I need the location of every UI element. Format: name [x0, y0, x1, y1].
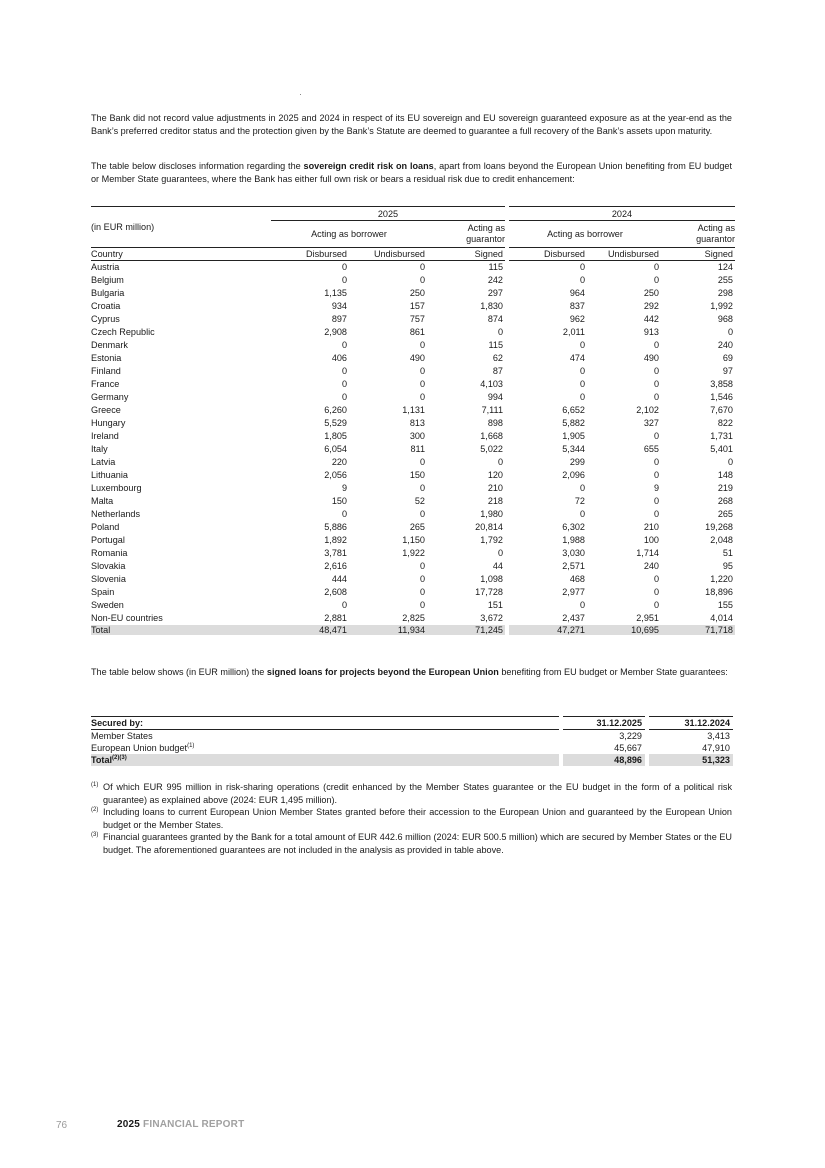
value-cell: 406 [331, 353, 347, 363]
borrower-header-2024: Acting as borrower [547, 229, 623, 239]
value-cell: 218 [487, 496, 503, 506]
value-cell: 0 [419, 262, 425, 272]
footnote-mark: (2) [91, 807, 99, 813]
country-cell: Belgium [91, 275, 124, 285]
date-2025-header: 31.12.2025 [563, 717, 645, 730]
footnote-text: Financial guarantees granted by the Bank for a total amount of EUR 442.6 million (2024: EUR 500.5 million) which are secured by Member States or the EU budget. The aforementioned guarantees are not included in the analysis as provided in table above. [103, 832, 732, 855]
value-cell: 0 [579, 392, 585, 402]
value-cell: 0 [653, 470, 659, 480]
value-cell: 240 [717, 340, 733, 350]
value-cell: 1,980 [480, 509, 503, 519]
value-cell: 655 [643, 444, 659, 454]
total-cell: 71,245 [427, 625, 505, 635]
country-cell: Austria [91, 262, 120, 272]
table-row [91, 443, 735, 456]
footnote [91, 831, 732, 856]
value-cell: 219 [717, 483, 733, 493]
value-cell: 0 [579, 379, 585, 389]
value-cell: 1,830 [480, 301, 503, 311]
value-cell: 0 [579, 483, 585, 493]
value-cell: 62 [492, 353, 503, 363]
value-cell: 0 [653, 600, 659, 610]
value-cell: 1,714 [636, 548, 659, 558]
value-cell: 2,096 [562, 470, 585, 480]
value-cell: 124 [717, 262, 733, 272]
country-cell: Denmark [91, 340, 128, 350]
value-cell: 17,728 [475, 587, 503, 597]
value-cell: 0 [341, 275, 347, 285]
col-disbursed-2025: Disbursed [271, 248, 349, 261]
value-cell: 1,135 [324, 288, 347, 298]
country-cell: Latvia [91, 457, 116, 467]
value-cell: 757 [409, 314, 425, 324]
value-cell: 2,102 [636, 405, 659, 415]
value-cell: 1,546 [710, 392, 733, 402]
table2-total-label: Total$^{(2)(3)}$ [91, 754, 559, 766]
value-cell: 1,731 [710, 431, 733, 441]
table2-header-row [91, 717, 733, 730]
date-2024-header: 31.12.2024 [649, 717, 733, 730]
total-cell: 11,934 [349, 625, 427, 635]
value-cell: 210 [487, 483, 503, 493]
value-cell: 0 [579, 509, 585, 519]
table-row [91, 521, 735, 534]
value-cell: 0 [579, 275, 585, 285]
table-row [91, 469, 735, 482]
col-signed-2025: Signed [427, 248, 505, 261]
table-row [91, 430, 735, 443]
country-cell: Greece [91, 405, 121, 415]
value-cell: 0 [653, 574, 659, 584]
value-cell: 0 [579, 340, 585, 350]
country-cell: Luxembourg [91, 483, 142, 493]
country-cell: Poland [91, 522, 120, 532]
value-cell: 0 [653, 379, 659, 389]
value-cell: 0 [497, 327, 503, 337]
guarantor-header-2024: Acting as guarantor [696, 223, 735, 244]
value-cell: 0 [727, 327, 733, 337]
secured-by-header: Secured by: [91, 717, 559, 730]
borrower-header-2025: Acting as borrower [311, 229, 387, 239]
value-cell: 97 [722, 366, 733, 376]
value-cell: 1,905 [562, 431, 585, 441]
value-cell: 4,103 [480, 379, 503, 389]
value-cell: 0 [653, 392, 659, 402]
value-cell: 468 [569, 574, 585, 584]
year-2025-label: 2025 [271, 207, 505, 221]
footnote-text: Of which EUR 995 million in risk-sharing operations (credit enhanced by the Member States guarantee or the EU budget in the form of a political risk guarantee) as explained above (2024: EUR 1,495 million). [103, 782, 732, 805]
country-cell: Slovakia [91, 561, 126, 571]
table-row [91, 573, 735, 586]
value-cell: 874 [487, 314, 503, 324]
value-cell: 5,529 [324, 418, 347, 428]
country-cell: Ireland [91, 431, 119, 441]
table-row [91, 547, 735, 560]
footnote [91, 806, 732, 831]
col-disbursed-2024: Disbursed [509, 248, 587, 261]
col-undisbursed-2024: Undisbursed [587, 248, 661, 261]
value-cell: 0 [341, 340, 347, 350]
value-cell: 0 [653, 587, 659, 597]
year-2024-label: 2024 [509, 207, 735, 221]
table-row [91, 313, 735, 326]
country-cell: Sweden [91, 600, 124, 610]
value-cell: 0 [727, 457, 733, 467]
value-cell: 2,616 [324, 561, 347, 571]
value-cell: 298 [717, 288, 733, 298]
value-cell: 474 [569, 353, 585, 363]
value-cell: 1,892 [324, 535, 347, 545]
value-cell: 0 [419, 600, 425, 610]
value-cell: 297 [487, 288, 503, 298]
value-cell: 9 [653, 483, 659, 493]
value-cell: 0 [419, 483, 425, 493]
value-cell: 0 [497, 548, 503, 558]
value-cell: 968 [717, 314, 733, 324]
value-cell: 292 [643, 301, 659, 311]
value-cell: 0 [653, 366, 659, 376]
table-row [91, 300, 735, 313]
value-cell: 268 [717, 496, 733, 506]
col-country: Country [91, 248, 271, 261]
value-cell: 0 [341, 379, 347, 389]
value-cell: 0 [497, 457, 503, 467]
value-cell: 0 [341, 366, 347, 376]
value-cell: 155 [717, 600, 733, 610]
footnote-mark: (3) [91, 832, 99, 838]
value-cell: 0 [419, 275, 425, 285]
value-cell: 19,268 [705, 522, 733, 532]
table-row [91, 495, 735, 508]
value-cell: 0 [341, 392, 347, 402]
total-cell: 47,271 [509, 625, 587, 635]
value-cell: 897 [331, 314, 347, 324]
p3-text-before: The table below shows (in EUR million) the [91, 667, 267, 677]
value-cell: 3,030 [562, 548, 585, 558]
value-cell: 0 [419, 379, 425, 389]
table-row [91, 391, 735, 404]
table2-total-row [91, 754, 733, 766]
value-cell: 444 [331, 574, 347, 584]
table-row [91, 560, 735, 573]
value-cell: 51 [722, 548, 733, 558]
value-cell: 3,858 [710, 379, 733, 389]
value-cell: 20,814 [475, 522, 503, 532]
table-row [91, 365, 735, 378]
value-cell: 115 [488, 340, 503, 350]
value-cell: 1,668 [480, 431, 503, 441]
country-cell: Portugal [91, 535, 125, 545]
value-cell: 861 [409, 327, 425, 337]
table-row [91, 599, 735, 612]
country-cell: Italy [91, 444, 108, 454]
value-cell: 18,896 [705, 587, 733, 597]
footnote-mark: (1) [91, 782, 99, 788]
value-cell: 0 [341, 600, 347, 610]
value-cell: 265 [717, 509, 733, 519]
value-cell: 0 [579, 262, 585, 272]
p3-text-after: benefiting from EU budget or Member State guarantees: [498, 667, 728, 677]
value-cell: 6,302 [562, 522, 585, 532]
value-cell: 157 [409, 301, 425, 311]
value-cell: 2,951 [636, 613, 659, 623]
value-cell: 0 [419, 366, 425, 376]
signed-loans-table [91, 716, 733, 766]
value-cell: 0 [341, 262, 347, 272]
value-cell: 5,022 [480, 444, 503, 454]
table-row [91, 274, 735, 287]
total-cell: 71,718 [661, 625, 735, 635]
footnote [91, 781, 732, 806]
value-cell: 300 [409, 431, 425, 441]
unit-label: (in EUR million) [91, 207, 271, 248]
value-cell: 6,260 [324, 405, 347, 415]
value-cell: 250 [643, 288, 659, 298]
value-cell: 442 [643, 314, 659, 324]
table-row [91, 456, 735, 469]
value-cell: 7,670 [710, 405, 733, 415]
value-cell: 242 [487, 275, 503, 285]
value-cell: 2,571 [562, 561, 585, 571]
value-cell: 3,229 [619, 731, 642, 741]
column-header-row [91, 248, 735, 261]
value-cell: 69 [722, 353, 733, 363]
table-row [91, 352, 735, 365]
value-cell: 898 [487, 418, 503, 428]
secured-by-label: European Union budget$^{(1)}$ [91, 743, 195, 753]
value-cell: 72 [574, 496, 585, 506]
table-row [91, 612, 735, 625]
value-cell: 1,992 [710, 301, 733, 311]
value-cell: 2,056 [324, 470, 347, 480]
table-row [91, 261, 735, 275]
table-row [91, 417, 735, 430]
table-row [91, 482, 735, 495]
value-cell: 1,805 [324, 431, 347, 441]
country-cell: Romania [91, 548, 128, 558]
total-cell: 48,471 [271, 625, 349, 635]
value-cell: 5,344 [562, 444, 585, 454]
value-cell: 0 [653, 509, 659, 519]
value-cell: 0 [419, 340, 425, 350]
value-cell: 0 [579, 366, 585, 376]
page-number: 76 [56, 1120, 68, 1131]
country-cell: Spain [91, 587, 115, 597]
value-cell: 964 [569, 288, 585, 298]
value-cell: 2,608 [324, 587, 347, 597]
value-cell: 0 [419, 574, 425, 584]
country-cell: Estonia [91, 353, 122, 363]
value-cell: 47,910 [702, 743, 730, 753]
sovereign-credit-risk-table [91, 206, 735, 635]
secured-by-label: Member States [91, 731, 153, 741]
country-cell: Croatia [91, 301, 121, 311]
country-cell: Slovenia [91, 574, 126, 584]
value-cell: 6,652 [562, 405, 585, 415]
value-cell: 837 [569, 301, 585, 311]
value-cell: 0 [653, 275, 659, 285]
table-row [91, 287, 735, 300]
value-cell: 0 [419, 457, 425, 467]
country-cell: Malta [91, 496, 114, 506]
value-cell: 1,150 [402, 535, 425, 545]
value-cell: 0 [653, 496, 659, 506]
value-cell: 255 [717, 275, 733, 285]
value-cell: 150 [409, 470, 425, 480]
col-undisbursed-2025: Undisbursed [349, 248, 427, 261]
table-row [91, 404, 735, 417]
guarantor-header-2025: Acting as guarantor [466, 223, 505, 244]
value-cell: 2,977 [562, 587, 585, 597]
value-cell: 44 [492, 561, 503, 571]
footer-label: FINANCIAL REPORT [143, 1119, 245, 1130]
value-cell: 1,098 [480, 574, 503, 584]
value-cell: 87 [492, 366, 503, 376]
value-cell: 0 [653, 431, 659, 441]
value-cell: 490 [643, 353, 659, 363]
value-cell: 913 [643, 327, 659, 337]
value-cell: 0 [419, 509, 425, 519]
value-cell: 210 [643, 522, 659, 532]
value-cell: 2,011 [562, 327, 585, 337]
total-row [91, 625, 735, 635]
footnote-text: Including loans to current European Union Member States granted before their accession to the European Union and guaranteed by the European Union budget or the Member States. [103, 807, 732, 830]
value-cell: 5,401 [710, 444, 733, 454]
value-cell: 1,988 [562, 535, 585, 545]
value-cell: 2,881 [324, 613, 347, 623]
value-cell: 994 [487, 392, 503, 402]
p2-text-after: , apart from loans beyond the European Union benefiting from EU budget or Member State guarantees, where the Bank has either full own risk or bears a residual risk due to credit enhancement: [91, 161, 732, 184]
country-cell: Finland [91, 366, 121, 376]
total-label: Total [91, 625, 271, 635]
value-cell: 0 [653, 262, 659, 272]
country-cell: Hungary [91, 418, 126, 428]
value-cell: 3,672 [480, 613, 503, 623]
value-cell: 115 [488, 262, 503, 272]
table-row [91, 508, 735, 521]
value-cell: 0 [419, 392, 425, 402]
stray-dot [300, 94, 301, 95]
value-cell: 934 [331, 301, 347, 311]
value-cell: 151 [487, 600, 503, 610]
value-cell: 962 [569, 314, 585, 324]
p3-text-bold: signed loans for projects beyond the European Union [266, 667, 499, 677]
country-cell: Netherlands [91, 509, 141, 519]
value-cell: 240 [643, 561, 659, 571]
value-cell: 6,054 [324, 444, 347, 454]
value-cell: 9 [341, 483, 347, 493]
total-cell: 10,695 [587, 625, 661, 635]
value-cell: 490 [409, 353, 425, 363]
table-row [91, 730, 733, 743]
value-cell: 0 [579, 600, 585, 610]
table-row [91, 742, 733, 754]
p2-text-bold: sovereign credit risk on loans [303, 161, 434, 171]
value-cell: 2,908 [324, 327, 347, 337]
value-cell: 0 [341, 509, 347, 519]
value-cell: 100 [643, 535, 659, 545]
country-cell: Non-EU countries [91, 613, 163, 623]
value-cell: 1,220 [710, 574, 733, 584]
value-cell: 299 [569, 457, 585, 467]
value-cell: 52 [414, 496, 425, 506]
value-cell: 120 [487, 470, 503, 480]
value-cell: 811 [410, 444, 425, 454]
table-row [91, 326, 735, 339]
table2-intro-paragraph [91, 666, 732, 679]
report-footer [117, 1119, 244, 1130]
value-cell: 4,014 [710, 613, 733, 623]
value-cell: 220 [331, 457, 347, 467]
value-cell: 265 [409, 522, 425, 532]
intro-paragraph: The Bank did not record value adjustments in 2025 and 2024 in respect of its EU sovereign and EU sovereign guaranteed exposure as at the year-end as the Bank’s preferred creditor status and the protection given by the Bank’s Statute are deemed to guarantee a full recovery of the Bank’s assets upon maturity. [91, 113, 732, 136]
value-cell: 0 [653, 457, 659, 467]
value-cell: 5,886 [324, 522, 347, 532]
value-cell: 95 [722, 561, 733, 571]
country-cell: Lithuania [91, 470, 128, 480]
value-cell: 0 [419, 587, 425, 597]
value-cell: 2,825 [402, 613, 425, 623]
footer-year: 2025 [117, 1119, 141, 1130]
country-cell: France [91, 379, 120, 389]
value-cell: 1,131 [402, 405, 425, 415]
value-cell: 5,882 [562, 418, 585, 428]
p2-text-before: The table below discloses information regarding the [91, 161, 304, 171]
value-cell: 148 [717, 470, 733, 480]
table-row [91, 534, 735, 547]
value-cell: 7,111 [481, 405, 503, 415]
value-cell: 45,667 [614, 743, 642, 753]
table1-intro-paragraph [91, 160, 732, 186]
country-cell: Bulgaria [91, 288, 125, 298]
value-cell: 0 [653, 340, 659, 350]
country-cell: Germany [91, 392, 129, 402]
table-row [91, 378, 735, 391]
value-cell: 150 [331, 496, 347, 506]
value-cell: 822 [717, 418, 733, 428]
table2-total-2025: 48,896 [563, 754, 645, 766]
table2-total-2024: 51,323 [649, 754, 733, 766]
value-cell: 1,792 [480, 535, 503, 545]
value-cell: 327 [643, 418, 659, 428]
value-cell: 1,922 [402, 548, 425, 558]
country-cell: Czech Republic [91, 327, 155, 337]
value-cell: 2,437 [562, 613, 585, 623]
value-cell: 813 [409, 418, 425, 428]
country-cell: Cyprus [91, 314, 120, 324]
value-cell: 250 [409, 288, 425, 298]
table-row [91, 586, 735, 599]
value-cell: 3,781 [324, 548, 347, 558]
col-signed-2024: Signed [661, 248, 735, 261]
table-row [91, 339, 735, 352]
value-cell: 0 [419, 561, 425, 571]
value-cell: 3,413 [707, 731, 730, 741]
value-cell: 2,048 [710, 535, 733, 545]
